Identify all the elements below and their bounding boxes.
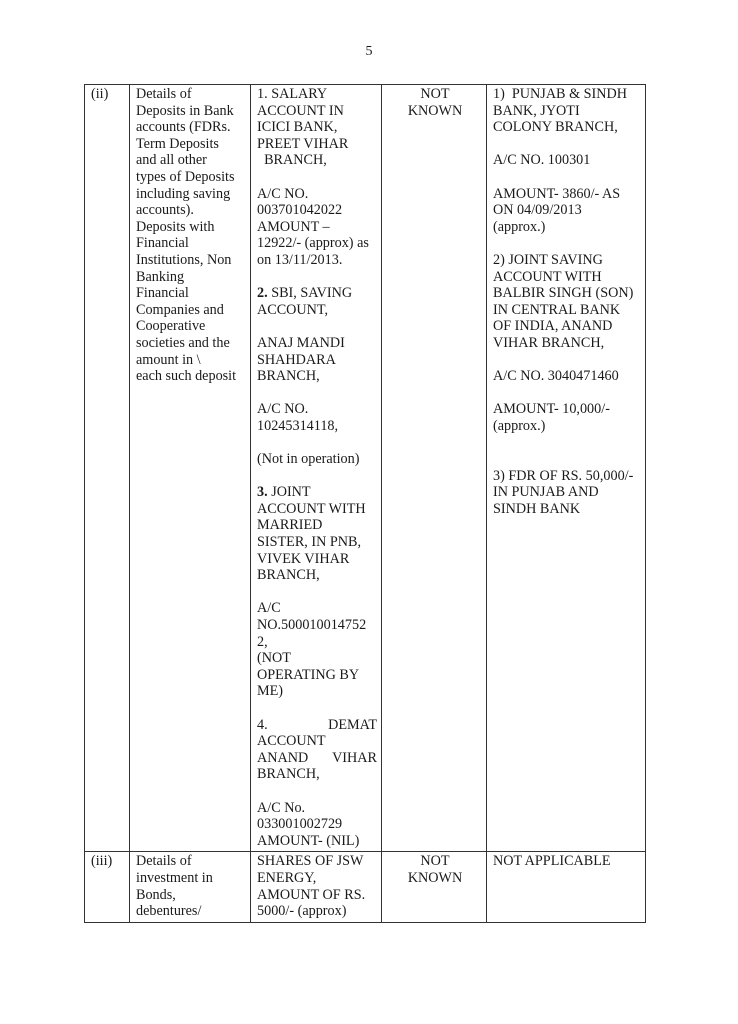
table-row [85, 852, 646, 922]
serial-number: (ii) [85, 85, 130, 852]
text-line: 033001002729 [257, 816, 343, 833]
text-line: COLONY BRANCH, [493, 119, 618, 136]
text-line: A/C NO. [257, 185, 309, 202]
text-line: (NOT [257, 650, 291, 667]
text-line: BRANCH, [257, 152, 327, 169]
text-line: Bonds, [136, 886, 176, 903]
text-line: Deposits in Bank [136, 102, 234, 119]
text-line: 3) FDR OF RS. 50,000/- [493, 467, 634, 484]
text-line: on 13/11/2013. [257, 251, 343, 268]
text-line: AMOUNT- 3860/- AS [493, 185, 621, 202]
text-line: Banking [136, 268, 185, 285]
text-line: ICICI BANK, [257, 119, 338, 136]
text-line: KNOWN [407, 869, 463, 886]
text-line: ME) [257, 683, 284, 700]
dependent-item-1-account: A/C NO. 100301 [493, 152, 591, 169]
text-line: Deposits with [136, 218, 215, 235]
self-item-2-account [257, 401, 377, 434]
self-item-3: 3. JOINT ACCOUNT WITH MARRIED SISTER, IN PNB, VIVEK VIHAR BRANCH, [257, 484, 366, 584]
description-text [136, 853, 246, 919]
text-line: BRANCH, [257, 368, 320, 385]
text-line: (approx.) [493, 218, 546, 235]
text-line: Details of [136, 853, 192, 870]
dependent-item-3 [493, 468, 641, 518]
text-line: ANAJ MANDI [257, 334, 345, 351]
dependent-item-2-account: A/C NO. 3040471460 [493, 368, 619, 385]
text-line: NO.500010014752 [257, 617, 367, 633]
text-line: ANAND VIHAR [257, 749, 377, 766]
text-line: AMOUNT – [257, 218, 330, 235]
text-line: 5000/- (approx) [257, 903, 347, 920]
text-line: ACCOUNT IN [257, 102, 344, 119]
description-text [136, 86, 246, 385]
dependent-item-1-amount [493, 186, 641, 236]
text-line: ENERGY, [257, 869, 317, 886]
self-item-1-account [257, 186, 377, 269]
text-line: investment in [136, 869, 213, 886]
serial-number: (iii) [85, 852, 130, 922]
table-row [85, 85, 646, 852]
text-line: VIHAR BRANCH, [493, 334, 605, 351]
text-line: accounts (FDRs. [136, 119, 231, 136]
self-item-1 [257, 86, 377, 169]
text-line: Companies and [136, 301, 224, 318]
declaration-table [84, 84, 646, 923]
text-line: AMOUNT- 10,000/- [493, 401, 610, 418]
text-line: accounts). [136, 202, 194, 219]
text-line: each such deposit [136, 368, 237, 385]
dependents-cell [487, 85, 646, 852]
self-cell [251, 85, 382, 852]
text-line: SINDH BANK [493, 500, 581, 517]
text-line: Institutions, Non [136, 251, 232, 268]
text-line: Financial [136, 285, 189, 302]
dependents-cell [487, 852, 646, 922]
text-line: and all other [136, 152, 207, 169]
spouse-status [388, 853, 482, 886]
dependents-status: NOT APPLICABLE [493, 853, 611, 870]
self-cell [251, 852, 382, 922]
text-line: NOT [420, 86, 450, 102]
dependent-item-1 [493, 86, 641, 136]
text-line: OPERATING BY [257, 666, 360, 683]
text-line: (approx.) [493, 417, 546, 434]
page-number: 5 [365, 44, 373, 59]
dependent-item-2-amount [493, 401, 641, 434]
dependent-item-2 [493, 252, 641, 352]
text-line: debentures/ [136, 903, 202, 920]
text-line: A/C NO. [257, 401, 309, 418]
text-line: AMOUNT OF RS. [257, 886, 366, 903]
self-item-2: 2. SBI, SAVING ACCOUNT, [257, 285, 353, 318]
text-line: 2) JOINT SAVING [493, 251, 603, 268]
text-line: OF INDIA, ANAND [493, 318, 613, 335]
spouse-status [388, 86, 482, 119]
text-line: NOT [420, 853, 450, 870]
text-line: BRANCH, [257, 766, 320, 783]
description-cell [130, 852, 251, 922]
text-line: IN CENTRAL BANK [493, 301, 621, 318]
text-line: including saving [136, 185, 231, 202]
text-line: Financial [136, 235, 189, 252]
text-line: KNOWN [407, 102, 463, 119]
text-line: 2, [257, 633, 268, 650]
text-line: BANK, JYOTI [493, 102, 580, 119]
spouse-cell [382, 85, 487, 852]
text-line: amount in \ [136, 351, 201, 368]
self-item-2-status: (Not in operation) [257, 451, 360, 468]
self-item-3-account [257, 600, 377, 700]
self-item-4 [257, 717, 377, 783]
text-line: 10245314118, [257, 417, 339, 434]
text-line: ACCOUNT [257, 733, 326, 750]
text-line: BALBIR SINGH (SON) [493, 285, 634, 302]
text-line: 1) PUNJAB & SINDH [493, 86, 628, 102]
text-line: types of Deposits [136, 168, 235, 185]
text-line: ON 04/09/2013 [493, 202, 582, 219]
self-item-2-branch [257, 335, 377, 385]
text-line: 12922/- (approx) as [257, 235, 369, 252]
text-line: 1. SALARY [257, 86, 328, 102]
text-line: A/C No. [257, 799, 306, 816]
text-line: SHAHDARA [257, 351, 336, 368]
text-line: PREET VIHAR [257, 135, 349, 152]
text-line: AMOUNT- (NIL) [257, 832, 360, 849]
text-line: A/C [257, 600, 281, 617]
text-line: 4. DEMAT [257, 716, 377, 733]
self-shares [257, 853, 377, 919]
text-line: Term Deposits [136, 135, 219, 152]
text-line: 003701042022 [257, 202, 343, 219]
text-line: Cooperative [136, 318, 206, 335]
text-line: societies and the [136, 334, 230, 351]
self-item-4-account [257, 800, 377, 850]
spouse-cell [382, 852, 487, 922]
text-line: Details of [136, 86, 192, 102]
text-line: ACCOUNT WITH [493, 268, 602, 285]
description-cell [130, 85, 251, 852]
text-line: IN PUNJAB AND [493, 484, 599, 501]
text-line: SHARES OF JSW [257, 853, 364, 870]
